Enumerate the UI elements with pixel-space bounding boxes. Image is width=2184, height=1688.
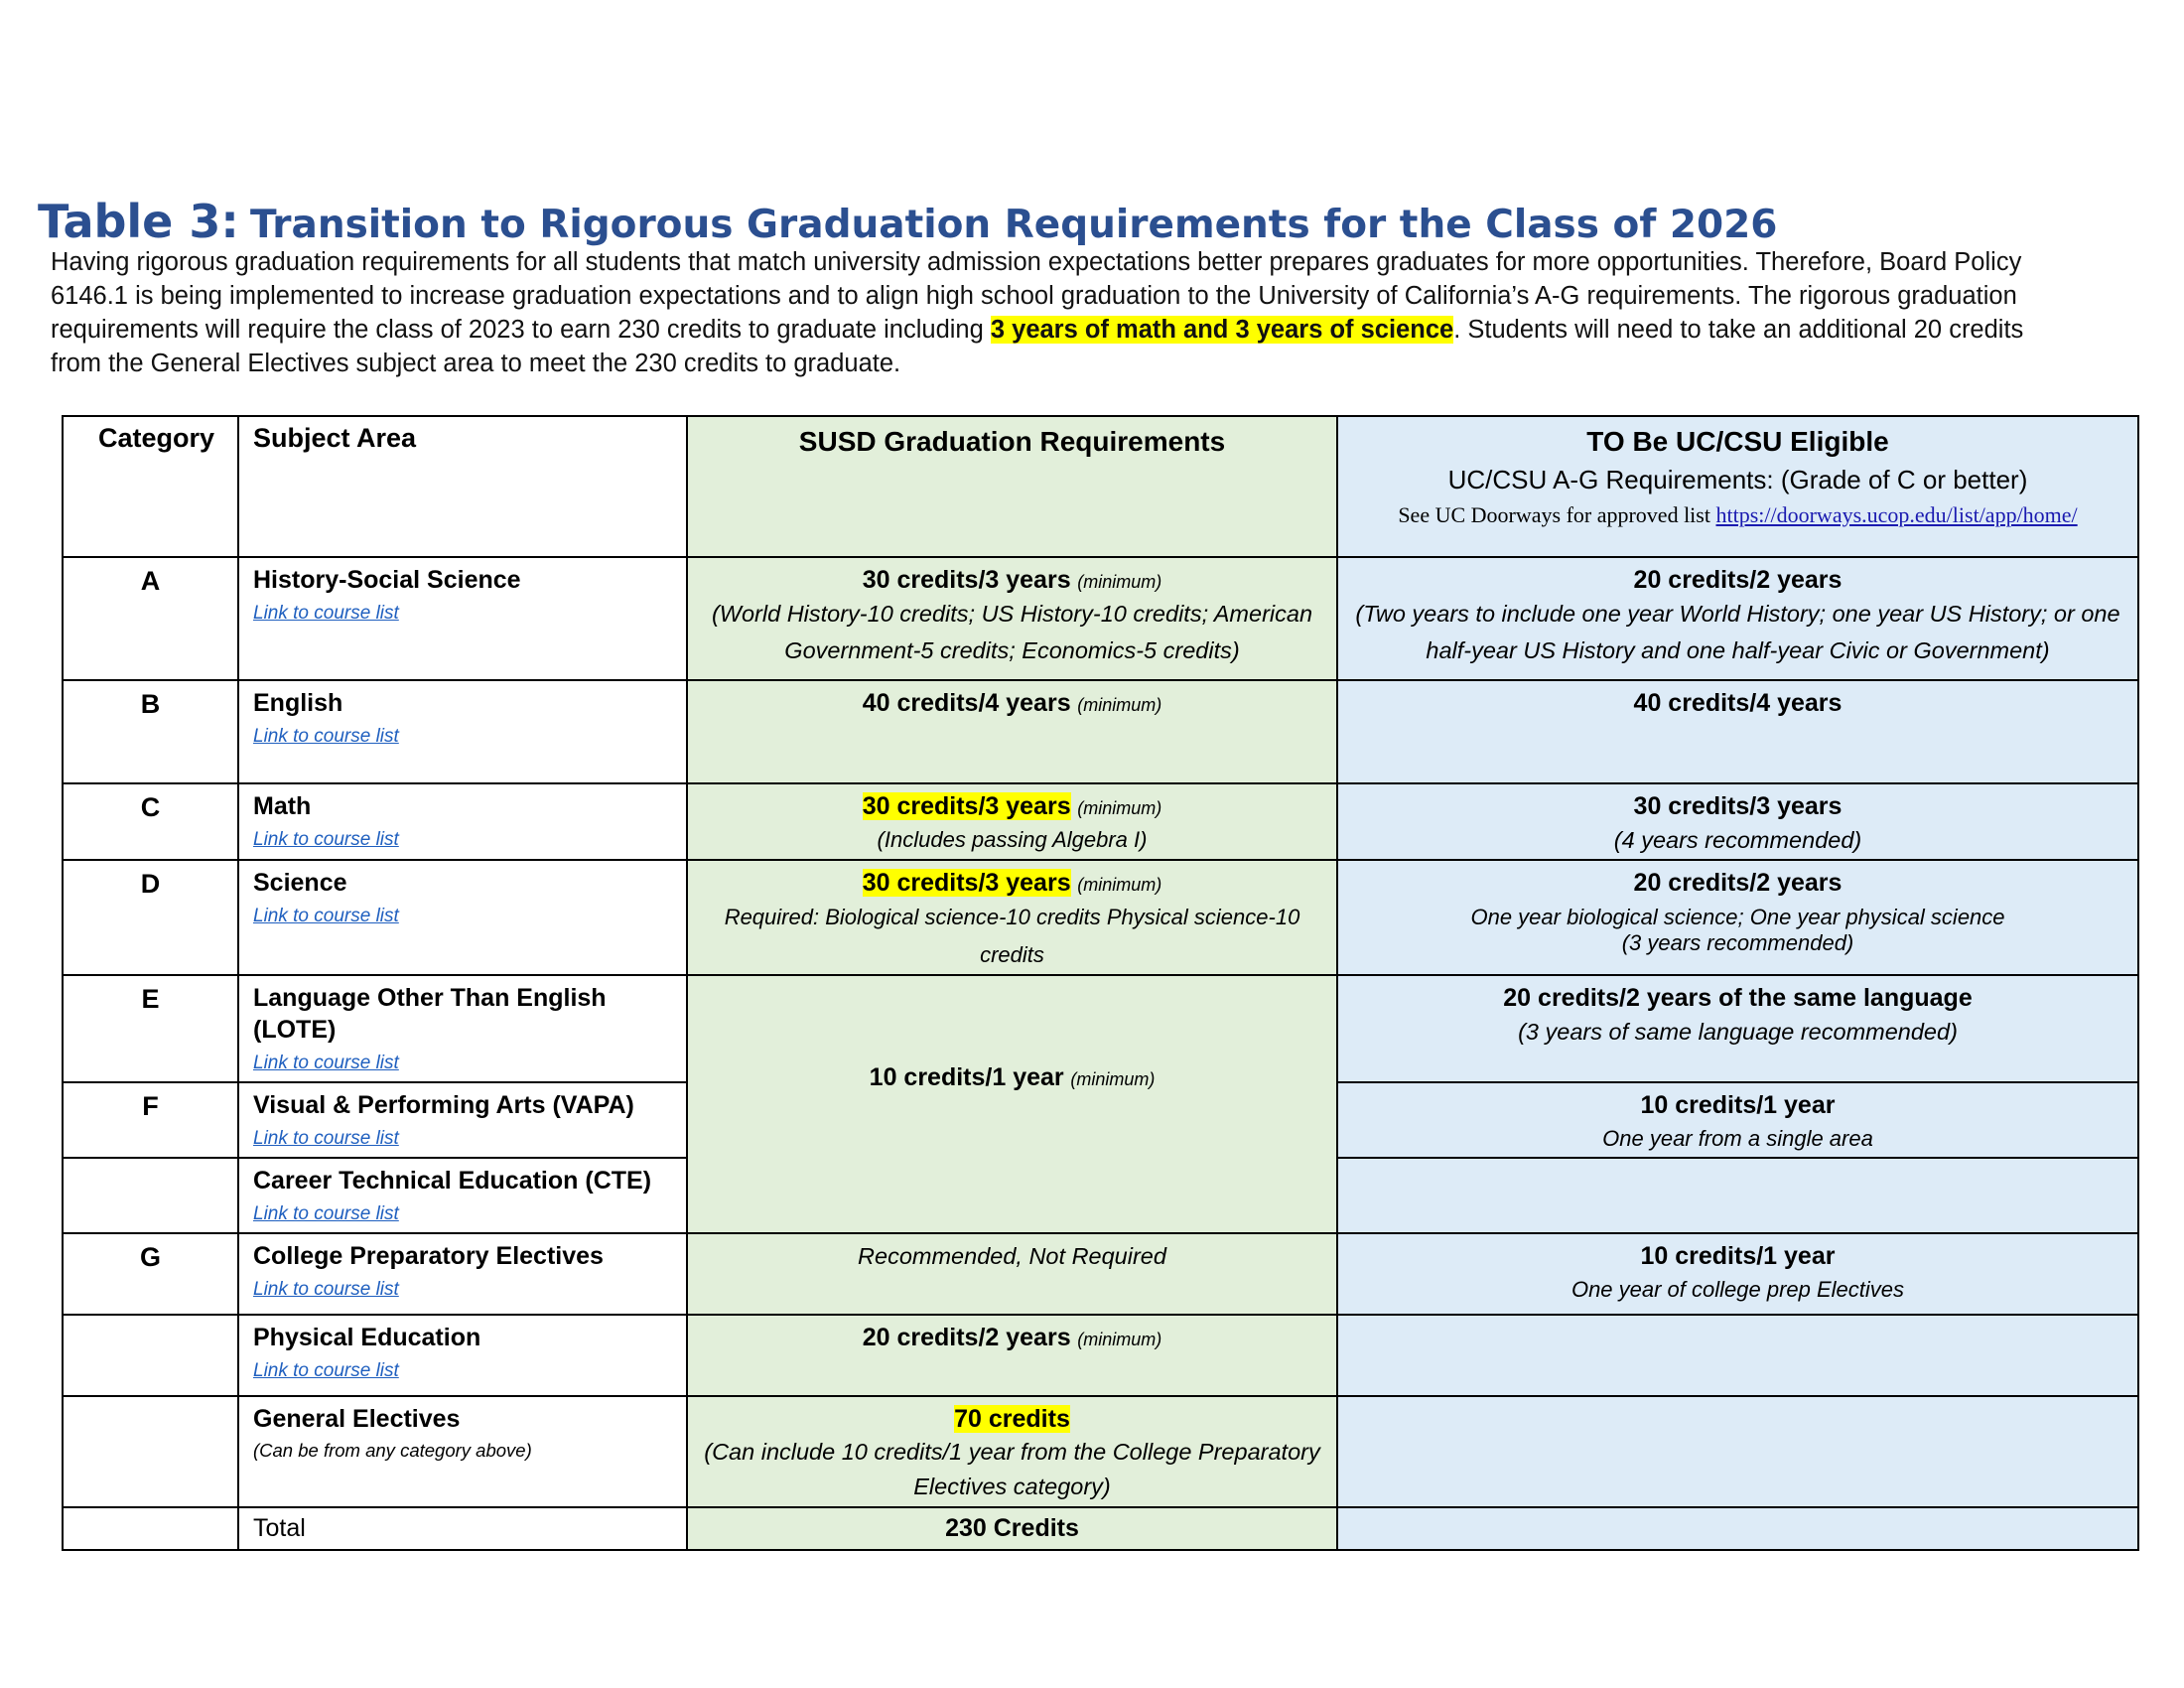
- subject-history: [238, 557, 687, 680]
- course-list-link-g[interactable]: Link to course list: [253, 1279, 399, 1300]
- susd-c: [687, 783, 1337, 860]
- subject-name: General Electives: [253, 1405, 461, 1433]
- table-row: [63, 1315, 2138, 1396]
- header-susd: [687, 416, 1337, 557]
- total-label: Total: [238, 1507, 687, 1550]
- susd-c-note: (Includes passing Algebra I): [877, 827, 1148, 852]
- category-total-empty: [63, 1507, 238, 1550]
- subject-pe: [238, 1315, 687, 1396]
- uc-d-main: 20 credits/2 years: [1633, 869, 1843, 897]
- minimum-note: (minimum): [1077, 695, 1162, 715]
- uc-c-note: (4 years recommended): [1613, 827, 1862, 853]
- intro-highlight: 3 years of math and 3 years of science: [990, 316, 1454, 344]
- table-title: Transition to Rigorous Graduation Requirements for the Class of 2026: [249, 203, 1778, 247]
- minimum-note: (minimum): [1077, 572, 1162, 592]
- uc-a-main: 20 credits/2 years: [1633, 566, 1843, 594]
- susd-pe-main: 20 credits/2 years: [862, 1324, 1071, 1351]
- table-row: [63, 783, 2138, 860]
- category-ge-empty: [63, 1396, 238, 1507]
- susd-a-main: 30 credits/3 years: [862, 566, 1071, 594]
- uc-g: [1337, 1233, 2138, 1315]
- subject-cte: [238, 1158, 687, 1233]
- susd-c-main: 30 credits/3 years: [862, 792, 1071, 820]
- subject-vapa: [238, 1082, 687, 1158]
- uc-e-main: 20 credits/2 years of the same language: [1503, 984, 1973, 1012]
- susd-b: [687, 680, 1337, 783]
- course-list-link-f[interactable]: Link to course list: [253, 1128, 399, 1149]
- table-row: [63, 557, 2138, 680]
- susd-g: [687, 1233, 1337, 1315]
- susd-ge-note: (Can include 10 credits/1 year from the College Preparatory Electives category): [704, 1439, 1320, 1499]
- intro-text-1: Having rigorous graduation requirements for all students that match university admission expectations better prepares graduates for more opportunities. Therefore, Board Policy 6146.1 is being implemented to increase graduation expectations and to align high school graduation to the University of California’s A-G requirements. The rigorous graduation requirements will require the class of 2023 to earn 230 credits to graduate including: [51, 248, 2022, 344]
- uc-g-main: 10 credits/1 year: [1640, 1242, 1836, 1270]
- uc-b: [1337, 680, 2138, 783]
- susd-pe: [687, 1315, 1337, 1396]
- subject-name: Physical Education: [253, 1324, 481, 1351]
- susd-ge-main: 70 credits: [954, 1405, 1070, 1433]
- uc-e-note: (3 years of same language recommended): [1518, 1019, 1958, 1045]
- header-uc: [1337, 416, 2138, 557]
- susd-a-note: (World History-10 credits; US History-10 credits; American Government-5 credits; Economics-5 credits): [711, 601, 1313, 663]
- subject-note: (Can be from any category above): [253, 1440, 532, 1461]
- uc-f-note: One year from a single area: [1602, 1126, 1873, 1151]
- subject-lote: [238, 975, 687, 1082]
- page-title: [38, 195, 1777, 248]
- minimum-note: (minimum): [1070, 1069, 1156, 1089]
- course-list-link-b[interactable]: Link to course list: [253, 726, 399, 747]
- table-header-row: [63, 416, 2138, 557]
- header-category: Category: [63, 416, 238, 557]
- category-f: F: [63, 1082, 238, 1158]
- header-subject-area: Subject Area: [238, 416, 687, 557]
- subject-science: [238, 860, 687, 975]
- course-list-link-cte[interactable]: Link to course list: [253, 1203, 399, 1224]
- table-number: Table 3:: [38, 195, 239, 248]
- susd-a: [687, 557, 1337, 680]
- uc-d-note-2: (3 years recommended): [1621, 930, 1854, 955]
- subject-general-electives: [238, 1396, 687, 1507]
- uc-g-note: One year of college prep Electives: [1570, 1277, 1905, 1302]
- subject-name: Science: [253, 869, 347, 897]
- header-uc-see: [1348, 498, 2127, 532]
- total-value: 230 Credits: [687, 1507, 1337, 1550]
- subject-name: Career Technical Education (CTE): [253, 1167, 652, 1195]
- minimum-note: (minimum): [1077, 798, 1162, 818]
- intro-text-2: . Students will need to take an additional 20 credits from the General Electives subject area to meet the 230 credits to graduate.: [51, 316, 2024, 377]
- uc-total-empty: [1337, 1507, 2138, 1550]
- uc-d: [1337, 860, 2138, 975]
- susd-g-note: Recommended, Not Required: [858, 1243, 1166, 1269]
- category-g: G: [63, 1233, 238, 1315]
- requirements-table: [62, 415, 2139, 1551]
- intro-paragraph: [51, 245, 2081, 380]
- subject-name: Math: [253, 792, 312, 820]
- uc-f-main: 10 credits/1 year: [1640, 1091, 1836, 1119]
- course-list-link-a[interactable]: Link to course list: [253, 603, 399, 624]
- susd-ge: [687, 1396, 1337, 1507]
- course-list-link-d[interactable]: Link to course list: [253, 906, 399, 926]
- table-row: [63, 975, 2138, 1082]
- uc-f: [1337, 1082, 2138, 1158]
- course-list-link-pe[interactable]: Link to course list: [253, 1360, 399, 1381]
- category-b: B: [63, 680, 238, 783]
- uc-c: [1337, 783, 2138, 860]
- header-uc-see-text: See UC Doorways for approved list: [1398, 502, 1716, 527]
- table-row: [63, 860, 2138, 975]
- subject-english: [238, 680, 687, 783]
- minimum-note: (minimum): [1077, 875, 1162, 895]
- course-list-link-e[interactable]: Link to course list: [253, 1053, 399, 1073]
- uc-a-note: (Two years to include one year World History; one year US History; or one half-year US History and one half-year Civic or Government): [1355, 601, 2120, 663]
- subject-name: College Preparatory Electives: [253, 1242, 604, 1270]
- category-pe-empty: [63, 1315, 238, 1396]
- uc-d-note-1: One year biological science; One year physical science: [1470, 905, 2005, 929]
- susd-efcte-main: 10 credits/1 year: [869, 1063, 1064, 1091]
- susd-d-note: Required: Biological science-10 credits Physical science-10 credits: [724, 905, 1300, 967]
- table-total-row: [63, 1507, 2138, 1550]
- uc-a: [1337, 557, 2138, 680]
- category-cte-empty: [63, 1158, 238, 1233]
- uc-b-main: 40 credits/4 years: [1633, 689, 1843, 717]
- table-row: [63, 1396, 2138, 1507]
- subject-college-prep: [238, 1233, 687, 1315]
- doorways-link[interactable]: https://doorways.ucop.edu/list/app/home/: [1715, 502, 2078, 527]
- uc-cte-empty: [1337, 1158, 2138, 1233]
- category-a: A: [63, 557, 238, 680]
- subject-name: Language Other Than English (LOTE): [253, 984, 607, 1044]
- subject-math: [238, 783, 687, 860]
- susd-efcte: [687, 975, 1337, 1233]
- table-row: [63, 1233, 2138, 1315]
- subject-name: Visual & Performing Arts (VAPA): [253, 1091, 634, 1119]
- minimum-note: (minimum): [1077, 1330, 1162, 1349]
- header-uc-subtitle: UC/CSU A-G Requirements: (Grade of C or better): [1447, 465, 2028, 494]
- susd-d: [687, 860, 1337, 975]
- uc-pe-empty: [1337, 1315, 2138, 1396]
- header-susd-title: SUSD Graduation Requirements: [798, 426, 1226, 457]
- uc-ge-empty: [1337, 1396, 2138, 1507]
- subject-name: History-Social Science: [253, 566, 521, 594]
- course-list-link-c[interactable]: Link to course list: [253, 829, 399, 850]
- header-uc-title: TO Be UC/CSU Eligible: [1586, 426, 1889, 457]
- uc-e: [1337, 975, 2138, 1082]
- uc-c-main: 30 credits/3 years: [1633, 792, 1843, 820]
- category-c: C: [63, 783, 238, 860]
- category-d: D: [63, 860, 238, 975]
- table-row: [63, 680, 2138, 783]
- subject-name: English: [253, 689, 343, 717]
- category-e: E: [63, 975, 238, 1082]
- susd-d-main: 30 credits/3 years: [862, 869, 1071, 897]
- susd-b-main: 40 credits/4 years: [862, 689, 1071, 717]
